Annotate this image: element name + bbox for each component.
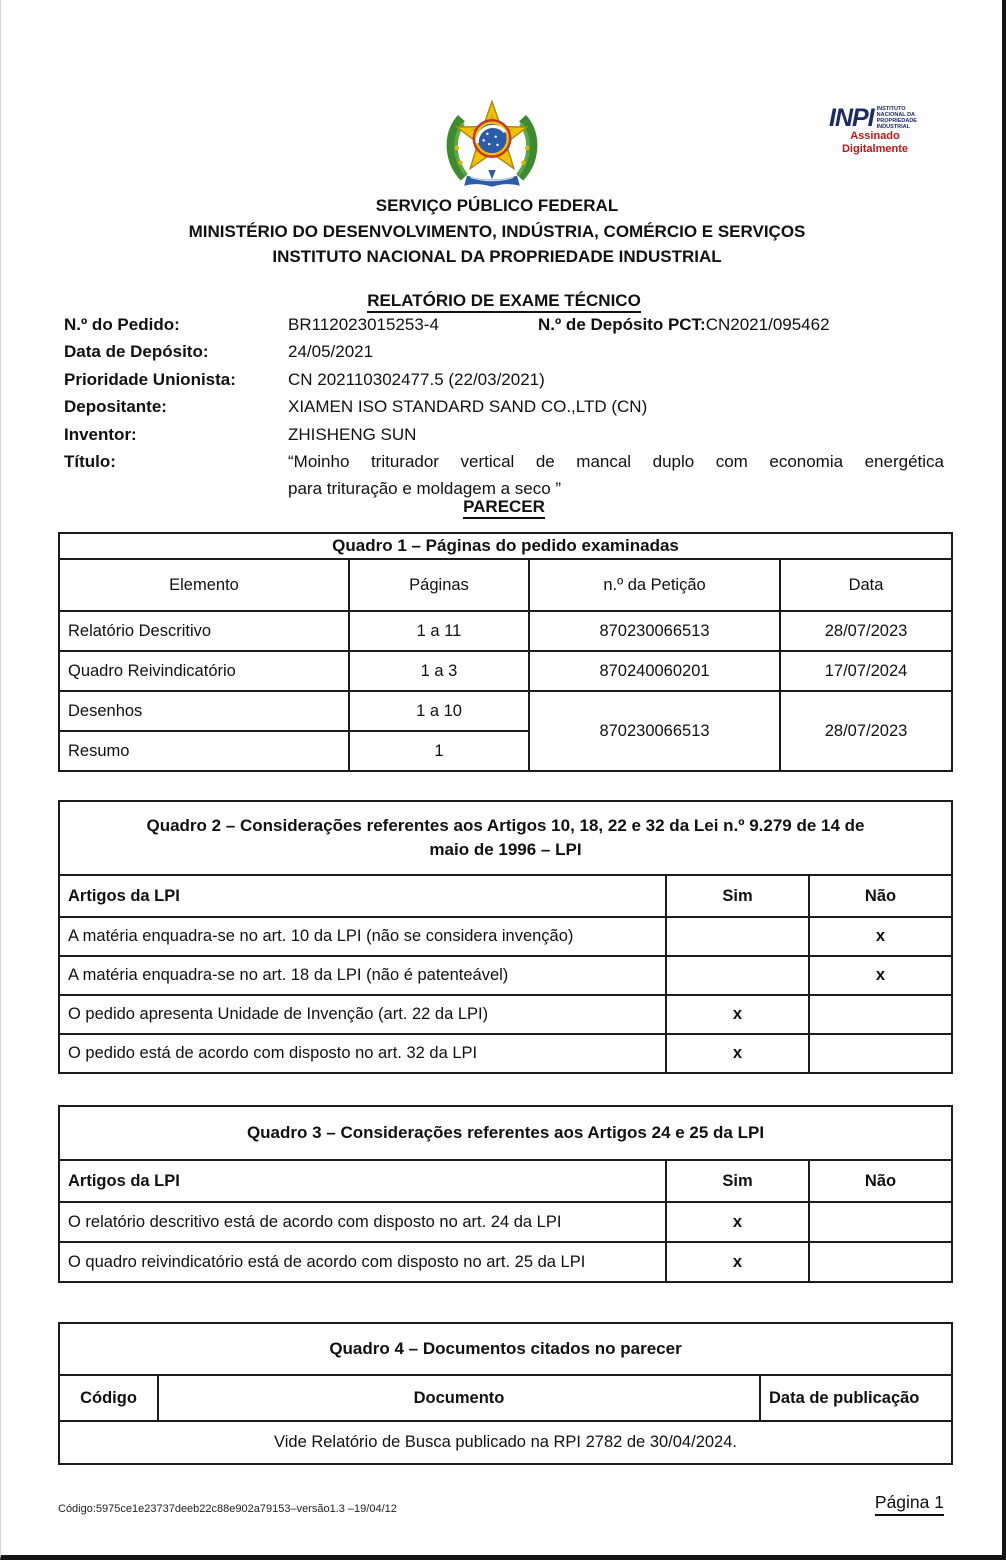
- field-pedido: [64, 311, 944, 338]
- signed-line-1: Assinado: [850, 130, 900, 142]
- inpi-logo: [829, 106, 969, 156]
- quadro3-header-sim: Sim: [666, 1160, 809, 1202]
- inpi-wordmark: INPI: [829, 104, 874, 132]
- quadro4-note: Vide Relatório de Busca publicado na RPI 2782 de 30/04/2024.: [59, 1421, 952, 1464]
- depositante-label: Depositante:: [64, 397, 167, 417]
- quadro2-header-artigos: Artigos da LPI: [59, 875, 666, 917]
- pedido-label: N.º do Pedido:: [64, 315, 180, 334]
- quadro2-cell-label: A matéria enquadra-se no art. 10 da LPI (não se considera invenção): [59, 917, 666, 956]
- quadro2-cell-nao: x: [809, 917, 952, 956]
- quadro2-cell-sim: [666, 917, 809, 956]
- quadro2-title-line1: Quadro 2 – Considerações referentes aos Artigos 10, 18, 22 e 32 da Lei n.º 9.279 de 14 de: [146, 816, 865, 835]
- quadro3-cell-label: O quadro reivindicatório está de acordo com disposto no art. 25 da LPI: [59, 1242, 666, 1282]
- quadro1-cell-paginas: 1 a 11: [349, 611, 529, 651]
- pct-value: CN2021/095462: [705, 315, 830, 334]
- prioridade-label: Prioridade Unionista:: [64, 369, 236, 389]
- table-row: [59, 691, 952, 731]
- report-title: RELATÓRIO DE EXAME TÉCNICO: [367, 291, 641, 313]
- quadro2-header-sim: Sim: [666, 875, 809, 917]
- header-line-2: MINISTÉRIO DO DESENVOLVIMENTO, INDÚSTRIA, COMÉRCIO E SERVIÇOS: [188, 221, 806, 241]
- quadro3-title: Quadro 3 – Considerações referentes aos Artigos 24 e 25 da LPI: [59, 1106, 952, 1160]
- pct-label: N.º de Depósito PCT:: [538, 315, 706, 334]
- table-row: [59, 1421, 952, 1464]
- institution-header: [1, 193, 993, 270]
- quadro1-cell-paginas: 1 a 10: [349, 691, 529, 731]
- parecer-title: PARECER: [463, 497, 545, 519]
- inpi-wordmark-subtext: INSTITUTO NACIONAL DA PROPRIEDADE INDUSTRIAL: [876, 106, 917, 130]
- pedido-value: BR112023015253-4: [288, 315, 439, 334]
- quadro1-cell-peticao-merged: 870230066513: [529, 691, 780, 771]
- quadro4-header-documento: Documento: [158, 1375, 760, 1421]
- quadro2-cell-nao: [809, 995, 952, 1034]
- table-row: [59, 611, 952, 651]
- quadro2-cell-label: O pedido apresenta Unidade de Invenção (art. 22 da LPI): [59, 995, 666, 1034]
- titulo-line-1: “Moinho triturador vertical de mancal duplo com economia energética: [288, 452, 944, 472]
- deposito-value: 24/05/2021: [288, 342, 374, 362]
- inventor-label: Inventor:: [64, 424, 137, 444]
- quadro2-header-nao: Não: [809, 875, 952, 917]
- table-row: [59, 917, 952, 956]
- quadro4-table: [58, 1322, 953, 1465]
- quadro3-cell-nao: [809, 1202, 952, 1242]
- quadro3-cell-sim: x: [666, 1202, 809, 1242]
- table-row: [59, 956, 952, 995]
- quadro2-title-line2: maio de 1996 – LPI: [429, 840, 582, 859]
- quadro1-cell-elemento: Resumo: [59, 731, 349, 771]
- titulo-line-2: para trituração e moldagem a seco ”: [288, 479, 562, 499]
- footer-page-number: Página 1: [875, 1492, 944, 1516]
- quadro3-cell-nao: [809, 1242, 952, 1282]
- quadro1-cell-elemento: Relatório Descritivo: [59, 611, 349, 651]
- quadro1-header-elemento: Elemento: [59, 559, 349, 611]
- header-line-3: INSTITUTO NACIONAL DA PROPRIEDADE INDUSTRIAL: [272, 247, 722, 266]
- quadro1-cell-elemento: Quadro Reivindicatório: [59, 651, 349, 691]
- prioridade-value: CN 202110302477.5 (22/03/2021): [288, 369, 545, 389]
- quadro3-cell-label: O relatório descritivo está de acordo com disposto no art. 24 da LPI: [59, 1202, 666, 1242]
- signed-line-2: Digitalmente: [841, 143, 908, 155]
- quadro1-cell-data: 17/07/2024: [780, 651, 952, 691]
- brazil-coat-of-arms-icon: [433, 94, 551, 201]
- quadro4-header-codigo: Código: [59, 1375, 158, 1421]
- inventor-value: ZHISHENG SUN: [288, 424, 417, 444]
- field-titulo: [64, 448, 944, 503]
- header-line-1: SERVIÇO PÚBLICO FEDERAL: [375, 196, 619, 215]
- quadro1-table: [58, 532, 953, 772]
- quadro3-header-nao: Não: [809, 1160, 952, 1202]
- table-row: [59, 1242, 952, 1282]
- quadro2-cell-sim: x: [666, 995, 809, 1034]
- quadro4-title: Quadro 4 – Documentos citados no parecer: [59, 1323, 952, 1375]
- quadro2-cell-label: O pedido está de acordo com disposto no art. 32 da LPI: [59, 1034, 666, 1073]
- field-deposito: [64, 338, 944, 365]
- quadro1-cell-data-merged: 28/07/2023: [780, 691, 952, 771]
- quadro1-header-data: Data: [780, 559, 952, 611]
- titulo-label: Título:: [64, 452, 116, 472]
- quadro3-header-artigos: Artigos da LPI: [59, 1160, 666, 1202]
- quadro1-cell-peticao: 870230066513: [529, 611, 780, 651]
- quadro2-cell-sim: x: [666, 1034, 809, 1073]
- quadro2-cell-nao: x: [809, 956, 952, 995]
- quadro4-header-data: Data de publicação: [760, 1375, 952, 1421]
- quadro1-cell-data: 28/07/2023: [780, 611, 952, 651]
- quadro1-cell-paginas: 1 a 3: [349, 651, 529, 691]
- quadro2-table: [58, 800, 953, 1074]
- quadro2-title: [59, 801, 952, 875]
- quadro1-title: Quadro 1 – Páginas do pedido examinadas: [59, 533, 952, 559]
- quadro1-cell-paginas: 1: [349, 731, 529, 771]
- table-row: [59, 1034, 952, 1073]
- field-inventor: [64, 421, 944, 448]
- deposito-label: Data de Depósito:: [64, 342, 209, 362]
- table-row: [59, 995, 952, 1034]
- quadro1-header-paginas: Páginas: [349, 559, 529, 611]
- bibliographic-fields: [64, 311, 944, 503]
- table-row: [59, 1202, 952, 1242]
- quadro3-table: [58, 1105, 953, 1283]
- quadro3-cell-sim: x: [666, 1242, 809, 1282]
- quadro2-cell-nao: [809, 1034, 952, 1073]
- footer-code: Código:5975ce1e23737deeb22c88e902a79153–versão1.3 –19/04/12: [58, 1503, 397, 1515]
- table-row: [59, 651, 952, 691]
- field-depositante: [64, 393, 944, 420]
- field-prioridade: [64, 366, 944, 393]
- quadro1-header-peticao: n.º da Petição: [529, 559, 780, 611]
- signed-digitally-badge: [829, 130, 921, 156]
- depositante-value: XIAMEN ISO STANDARD SAND CO.,LTD (CN): [288, 397, 648, 417]
- quadro2-cell-label: A matéria enquadra-se no art. 18 da LPI (não é patenteável): [59, 956, 666, 995]
- quadro2-cell-sim: [666, 956, 809, 995]
- quadro1-cell-elemento: Desenhos: [59, 691, 349, 731]
- quadro1-cell-peticao: 870240060201: [529, 651, 780, 691]
